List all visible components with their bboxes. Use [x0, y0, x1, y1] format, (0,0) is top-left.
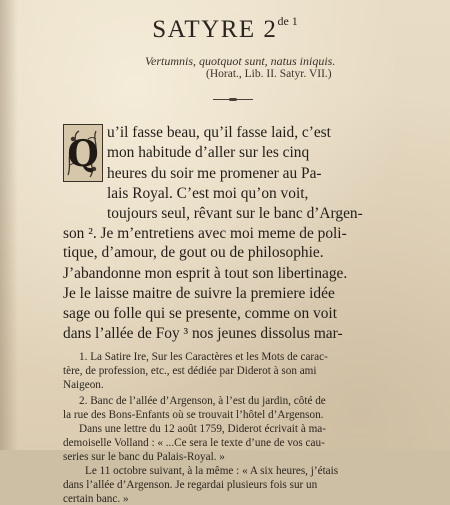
- footnote-line: 1. La Satire Ire, Sur les Caractères et les Mots de carac-: [79, 351, 328, 363]
- footnote-line: tère, de profession, etc., est dédiée par Diderot à son ami: [63, 365, 317, 377]
- body-line: mon habitude d’aller sur les cinq: [107, 144, 310, 161]
- body-line: lais Royal. C’est moi qu’on voit,: [107, 185, 309, 202]
- body-line: Je le laisse maitre de suivre la premiere idée: [63, 285, 335, 302]
- decorative-initial-letter: Q: [67, 133, 99, 175]
- footnote-line: Naigeon.: [63, 379, 104, 391]
- body-line: u’il fasse beau, qu’il fasse laid, c’est: [107, 124, 331, 141]
- footnote-line: 2. Banc de l’allée d’Argenson, à l’est du jardin, côté de: [79, 395, 326, 407]
- body-line: J’abandonne mon esprit à tout son libertinage.: [63, 265, 348, 282]
- footnote-line: demoiselle Volland : « ...Ce sera le texte d’une de vos cau-: [63, 437, 325, 449]
- body-line: toujours seul, rêvant sur le banc d’Argen-: [107, 205, 363, 222]
- page-title: [0, 14, 450, 44]
- footnote-line: Dans une lettre du 12 août 1759, Diderot écrivait à ma-: [79, 423, 326, 435]
- ornamental-rule: [213, 99, 253, 100]
- body-line: son ². Je m’entretiens avec moi meme de poli-: [63, 225, 347, 242]
- body-line: dans l’allée de Foy ³ nos jeunes dissolus mar-: [63, 325, 343, 342]
- epigraph-quote: Vertumnis, quotquot sunt, natus iniquis.: [145, 54, 336, 68]
- page-gutter-shadow: [0, 0, 18, 450]
- title-text: SATYRE 2: [152, 16, 278, 43]
- body-line: heures du soir me promener au Pa-: [107, 165, 322, 182]
- footnote-line: series sur le banc du Palais-Royal. »: [63, 451, 225, 463]
- footnote-line: Le 11 octobre suivant, à la même : « A six heures, j’étais: [85, 465, 339, 477]
- footnote-line: certain banc. »: [63, 493, 129, 505]
- title-superscript: de 1: [277, 14, 298, 28]
- decorative-initial-ornament: [64, 125, 102, 181]
- footnote-line: la rue des Bons-Enfants où se trouvait l’hôtel d’Argenson.: [63, 409, 324, 421]
- footnote-line: dans l’allée d’Argenson. Je regardai plusieurs fois sur un: [63, 479, 318, 491]
- body-line: tique, d’amour, de gout ou de philosophie.: [63, 244, 324, 261]
- epigraph-source: (Horat., Lib. II. Satyr. VII.): [206, 68, 332, 80]
- decorative-initial: [63, 124, 103, 182]
- body-line: sage ou folle qui se presente, comme on voit: [63, 305, 337, 322]
